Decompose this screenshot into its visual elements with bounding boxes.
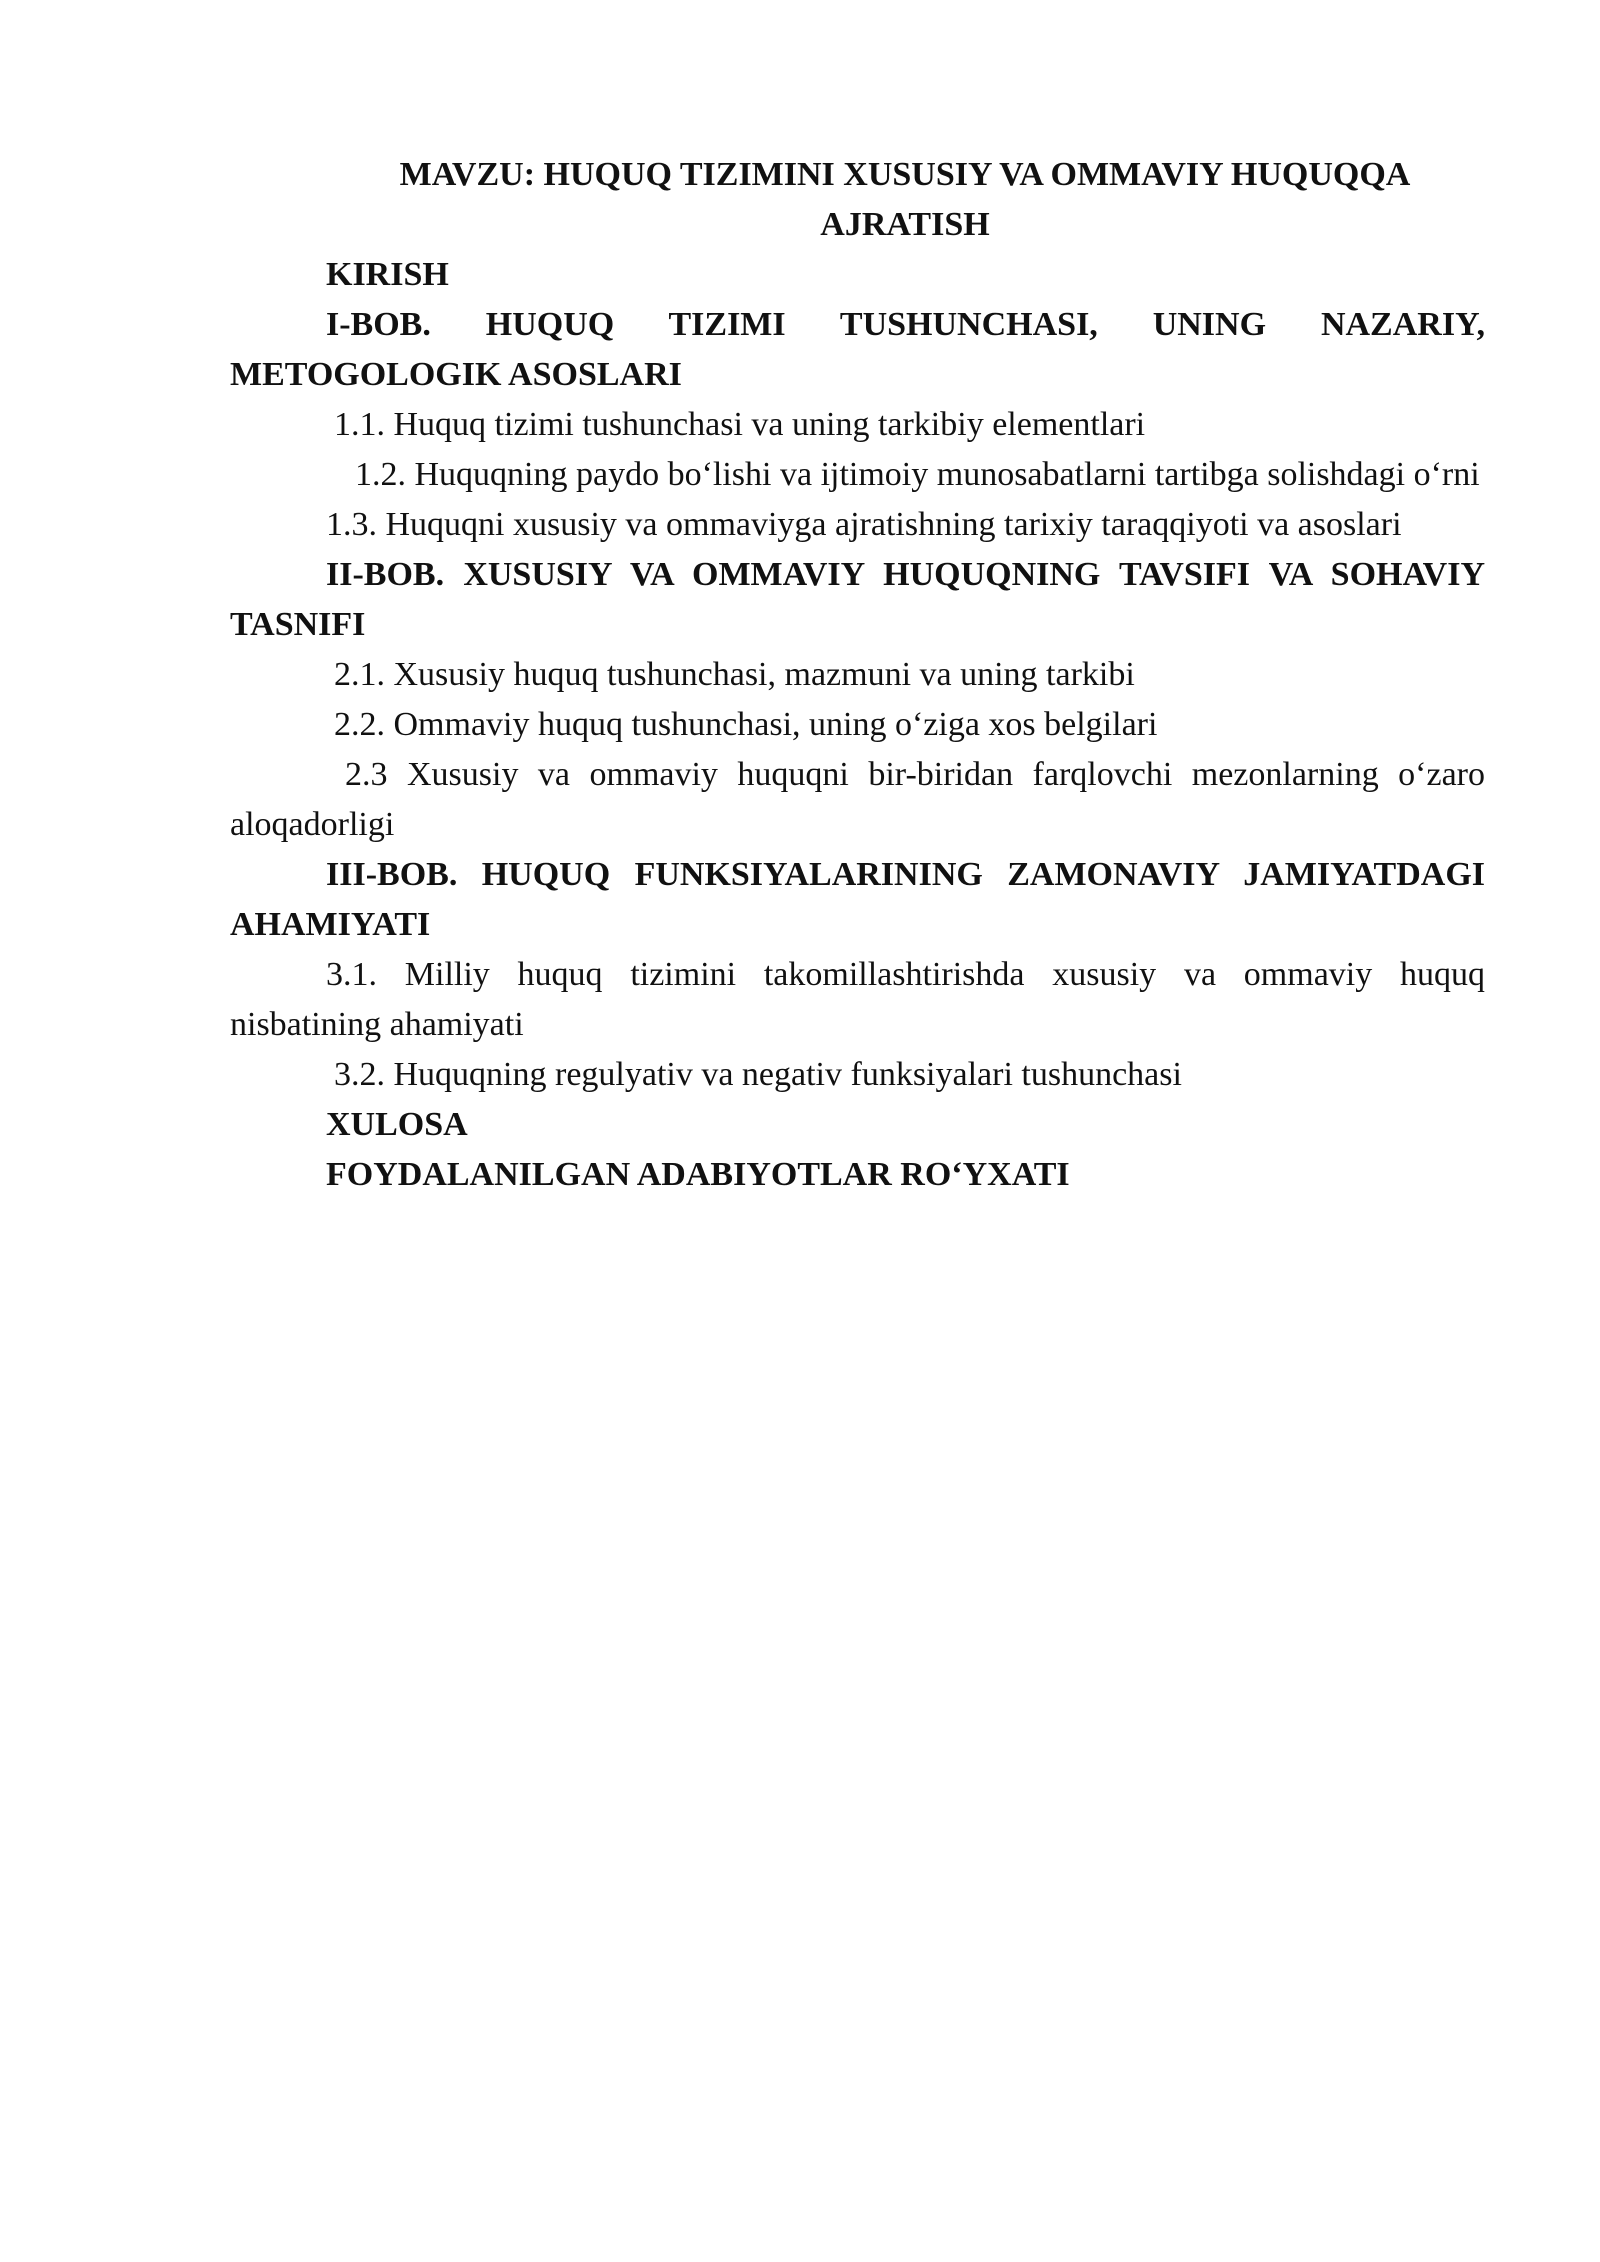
toc-item-2-1: 2.1. Xususiy huquq tushunchasi, mazmuni va uning tarkibi — [334, 656, 1135, 693]
toc-item-2-3: 2.3 Xususiy va ommaviy huquqni bir-biridan farqlovchi mezonlarning o‘zaro aloqadorligi — [230, 756, 1485, 843]
toc-item-1-2: 1.2. Huquqning paydo bo‘lishi va ijtimoiy munosabatlarni tartibga solishdagi o‘rni — [355, 456, 1480, 493]
toc-item-3-2: 3.2. Huquqning regulyativ va negativ funksiyalari tushunchasi — [334, 1056, 1182, 1093]
toc-item-3-1: 3.1. Milliy huquq tizimini takomillashtirishda xususiy va ommaviy huquq nisbatining ahamiyati — [230, 956, 1485, 1043]
toc-intro: KIRISH — [326, 256, 449, 293]
toc-item-1-1: 1.1. Huquq tizimi tushunchasi va uning tarkibiy elementlari — [334, 406, 1146, 443]
document-title: MAVZU: HUQUQ TIZIMINI XUSUSIY VA OMMAVIY HUQUQQA AJRATISH — [399, 156, 1411, 243]
toc-references: FOYDALANILGAN ADABIYOTLAR RO‘YXATI — [326, 1156, 1070, 1193]
document-page — [230, 150, 1485, 1200]
toc-chapter-3-heading: III-BOB. HUQUQ FUNKSIYALARINING ZAMONAVIY JAMIYATDAGI AHAMIYATI — [230, 856, 1485, 943]
toc-chapter-2-heading: II-BOB. XUSUSIY VA OMMAVIY HUQUQNING TAVSIFI VA SOHAVIY TASNIFI — [230, 556, 1485, 643]
toc-item-1-3: 1.3. Huquqni xususiy va ommaviyga ajratishning tarixiy taraqqiyoti va asoslari — [326, 506, 1402, 543]
toc-item-2-2: 2.2. Ommaviy huquq tushunchasi, uning o‘ziga xos belgilari — [334, 706, 1158, 743]
toc-chapter-1-heading: I-BOB. HUQUQ TIZIMI TUSHUNCHASI, UNING NAZARIY, METOGOLOGIK ASOSLARI — [230, 306, 1485, 393]
toc-conclusion: XULOSA — [326, 1106, 468, 1143]
